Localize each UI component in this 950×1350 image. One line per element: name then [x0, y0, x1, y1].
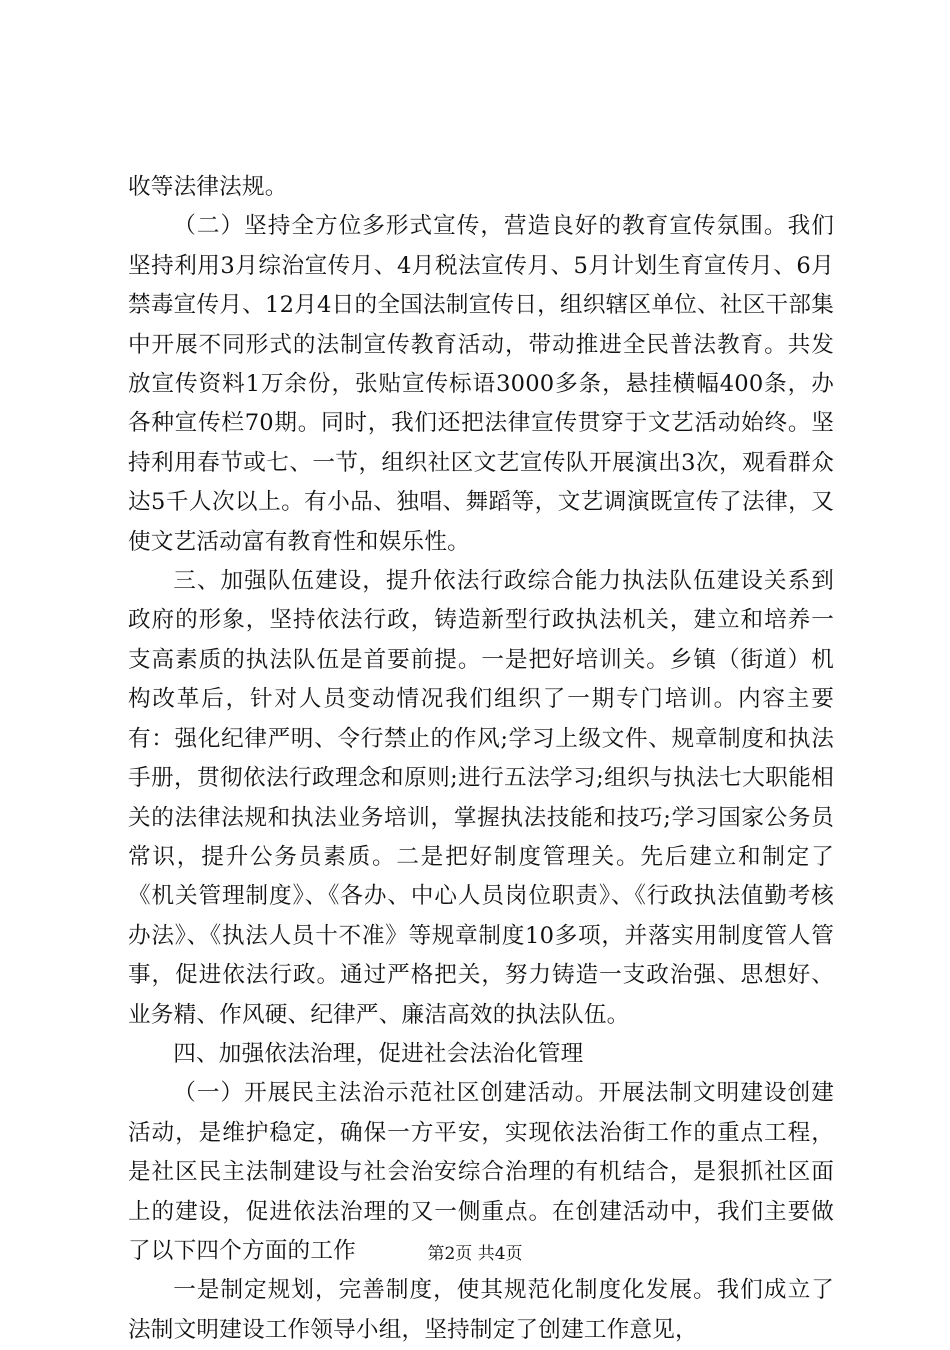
- section-heading-governance: 四、加强依法治理，促进社会法治化管理: [173, 1040, 584, 1067]
- document-body: [128, 168, 834, 1350]
- paragraph-publicity: （二）坚持全方位多形式宣传，营造良好的教育宣传氛围。我们坚持利用3月综治宣传月、4月税法宣传月、5月计划生育宣传月、6月禁毒宣传月、12月4日的全国法制宣传日，组织辖区单位、社区干部集中开展不同形式的法制宣传教育活动，带动推进全民普法教育。共发放宣传资料1万余份，张贴宣传标语3000多条，悬挂横幅400条，办各种宣传栏70期。同时，我们还把法律宣传贯穿于文艺活动始终。坚持利用春节或七、一节，组织社区文艺宣传队开展演出3次，观看群众达5千人次以上。有小品、独唱、舞蹈等，文艺调演既宣传了法律，又使文艺活动富有教育性和娱乐性。: [128, 213, 834, 555]
- paragraph-team-building: 三、加强队伍建设，提升依法行政综合能力执法队伍建设关系到政府的形象，坚持依法行政，铸造新型行政执法机关，建立和培养一支高素质的执法队伍是首要前提。一是把好培训关。乡镇（街道）机构改革后，针对人员变动情况我们组织了一期专门培训。内容主要有：强化纪律严明、令行禁止的作风;学习上级文件、规章制度和执法手册，贯彻依法行政理念和原则;进行五法学习;组织与执法七大职能相关的法律法规和执法业务培训，掌握执法技能和技巧;学习国家公务员常识，提升公务员素质。二是把好制度管理关。先后建立和制定了《机关管理制度》、《各办、中心人员岗位职责》、《行政执法值勤考核办法》、《执法人员十不准》等规章制度10多项，并落实用制度管人管事，促进依法行政。通过严格把关，努力铸造一支政治强、思想好、业务精、作风硬、纪律严、廉洁高效的执法队伍。: [128, 568, 834, 1028]
- paragraph-continuation: 收等法律法规。: [128, 174, 288, 200]
- page-footer: 第2页 共4页: [427, 1244, 523, 1264]
- paragraph-demonstration-community: （一）开展民主法治示范社区创建活动。开展法制文明建设创建活动，是维护稳定，确保一方平安，实现依法治街工作的重点工程，是社区民主法制建设与社会治安综合治理的有机结合，是狠抓社区面上的建设，促进依法治理的又一侧重点。在创建活动中，我们主要做了以下四个方面的工作: [128, 1080, 834, 1264]
- paragraph-planning: 一是制定规划，完善制度，使其规范化制度化发展。我们成立了法制文明建设工作领导小组，坚持制定了创建工作意见，: [128, 1277, 834, 1343]
